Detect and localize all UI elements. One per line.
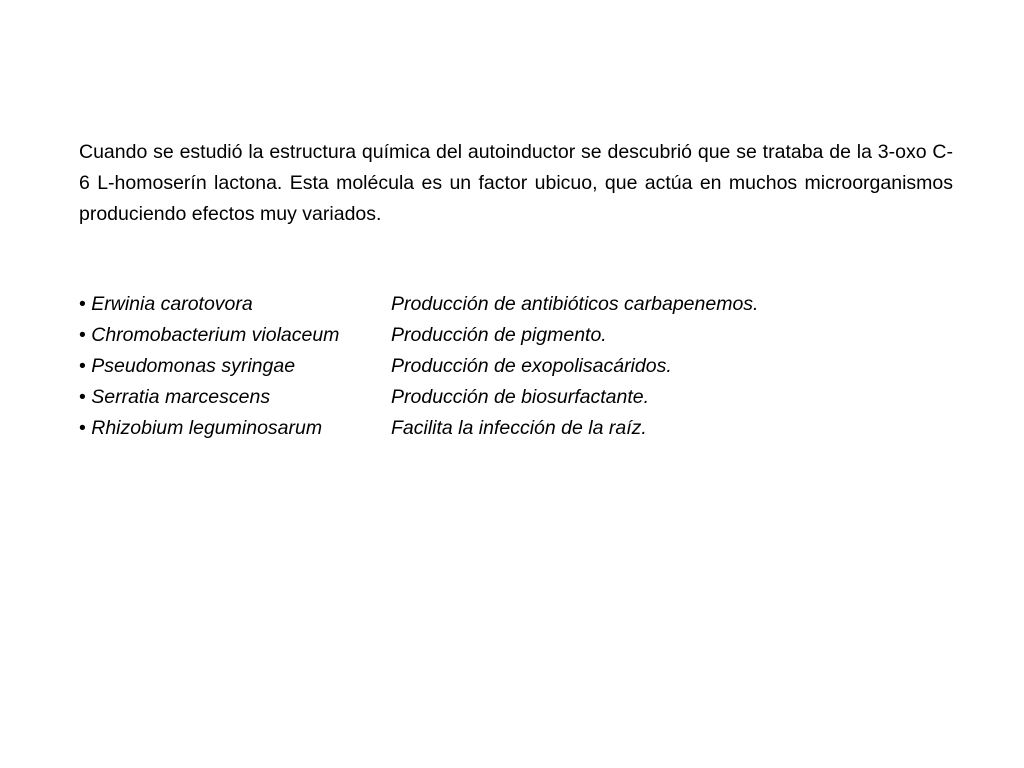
organism-effect: Producción de biosurfactante. bbox=[391, 386, 649, 408]
list-item bbox=[79, 382, 953, 413]
organism-name: • Pseudomonas syringae bbox=[79, 351, 391, 382]
list-item bbox=[79, 320, 953, 351]
organism-effect: Facilita la infección de la raíz. bbox=[391, 417, 647, 439]
organism-name: • Chromobacterium violaceum bbox=[79, 320, 391, 351]
organism-name: • Erwinia carotovora bbox=[79, 289, 391, 320]
list-item bbox=[79, 289, 953, 320]
organism-name: • Rhizobium leguminosarum bbox=[79, 413, 391, 444]
list-item bbox=[79, 413, 953, 444]
organism-effect: Producción de exopolisacáridos. bbox=[391, 355, 672, 377]
organism-name: • Serratia marcescens bbox=[79, 382, 391, 413]
intro-paragraph: Cuando se estudió la estructura química del autoinductor se descubrió que se trataba de la 3-oxo C-6 L-homoserín lactona. Esta molécula es un factor ubicuo, que actúa en muchos microorganismos produciendo efectos muy variados. bbox=[79, 141, 953, 225]
organism-effect: Producción de antibióticos carbapenemos. bbox=[391, 293, 759, 315]
organism-effect: Producción de pigmento. bbox=[391, 324, 607, 346]
list-item bbox=[79, 351, 953, 382]
organism-effect-list bbox=[79, 289, 953, 444]
